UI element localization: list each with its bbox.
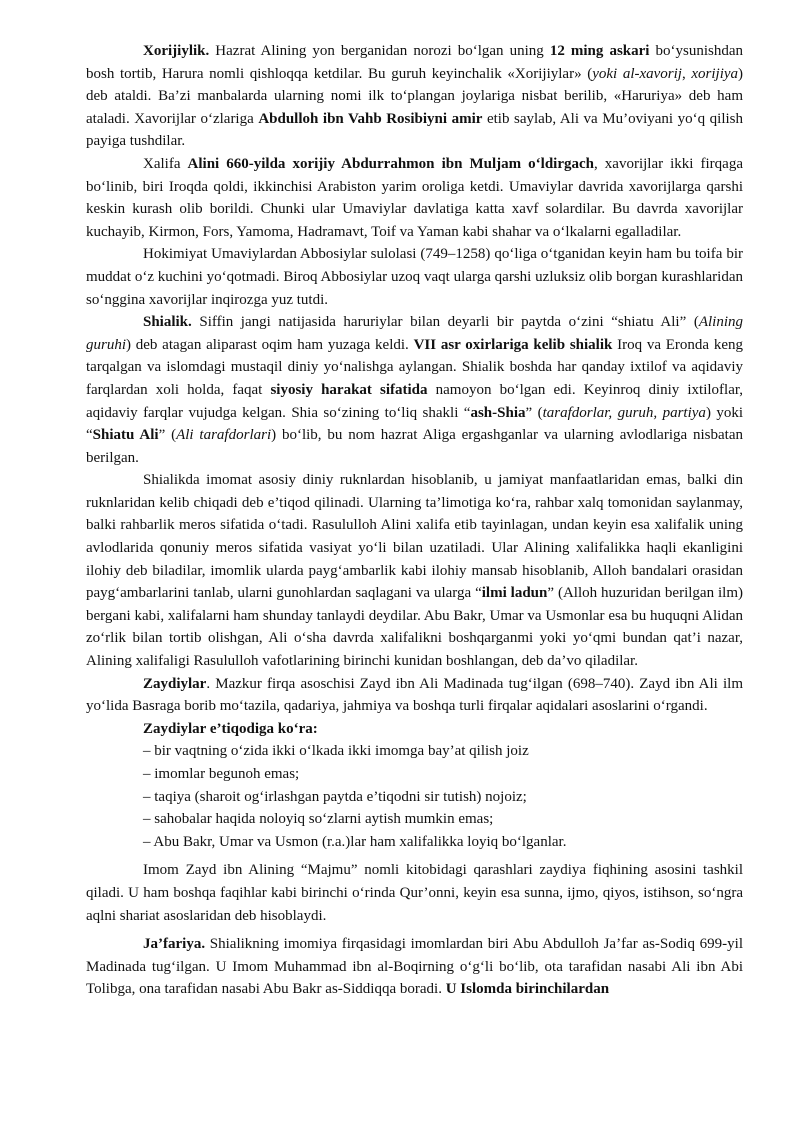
list-item [86,763,743,786]
bold-text: VII asr oxirlariga kelib shialik [413,336,613,353]
text-run: – taqiya (sharoit ogʻirlashgan paytda e’tiqodni sir tutish) nojoiz; [143,788,527,805]
paragraph [86,718,743,741]
bold-text: U Islomda birinchilardan [445,981,610,998]
text-run: etib saylab, Ali va Mu’oviyani yoʻq qilish payiga tushdilar. [86,110,743,150]
text-run: ) deb ataldi. Ba’zi manbalarda ularning nomi ilk toʻplangan joylariga nisbat berilib, «Haruriya» deb ham ataladi. Xavorijlar oʻzlariga [86,65,744,127]
bold-text: ash-Shia [470,404,526,421]
text-run: – bir vaqtning oʻzida ikki oʻlkada ikki imomga bay’at qilish joiz [143,743,529,760]
text-run: ) boʻlib, bu nom hazrat Aliga ergashganlar va ularning avlodlariga nisbatan berilgan. [86,427,744,466]
italic-text: Ali tarafdorlari [176,427,272,444]
text-run: Shialikning imomiya firqasidagi imomlardan biri Abu Abdulloh Ja’far as-Sodiq 699-yil Madinada tugʻilgan. U Imom Muhammad ibn al-Boqirning oʻgʻli boʻlib, ota tarafidan nasabi Ali ibn Abi Tolibga, ona tarafidan nasabi Abu Bakr as-Siddiqqa boradi. [86,936,743,998]
paragraph [86,859,743,927]
text-run: – sahobalar haqida noloyiq soʻzlarni aytish mumkin emas; [143,811,494,828]
list-item [86,740,743,763]
bold-text: Xorijiylik. [143,43,210,59]
bold-text: Shialik. [143,314,192,331]
italic-text: xorijiya [691,65,739,82]
text-run: – Abu Bakr, Umar va Usmon (r.a.)lar ham xalifalikka loyiq boʻlganlar. [143,833,567,850]
paragraph [86,153,743,243]
bold-text: Abdulloh ibn Vahb Rosibiyni amir [258,110,483,127]
bold-text: 12 ming askari [549,43,650,59]
text-run: Iroq va Eronda keng tarqalgan va islomdagi mustaqil diniy yoʻnalishga aylangan. Shialik boshda har qanday ixtilof va aqidaviy farqlardan xoli holda, faqat [86,336,743,398]
text-run: Shialikda imomat asosiy diniy ruknlardan hisoblanib, u jamiyat manfaatlaridan emas, balki din ruknlaridan kelib chiqadi deb e’tiqod qilinadi. Ularning ta’limotiga koʻra, rahbar xalq tomonidan saylanmay, balki rahbarlik meros sifatida oʻtadi. Rasululloh Alini xalifa etib tayinlagan, undan keyin esa xalifalik uning avlodlarida qonuniy meros sifatida vasiyat yoʻli bilan uzatiladi. Ular Alining xalifalikka haqli ekanligini ilohiy deb biladilar, imomlik ularda paygʻambarlik kabi ilohiy mansab hisoblanib, Alloh bandalari orasidan paygʻambarlarini tanlab, ularni gunohlardan saqlagani va ularga “ [86,472,743,602]
text-run: , [681,65,692,82]
bold-text: Zaydiylar [143,675,207,692]
paragraph [86,933,743,1001]
bold-text: Alini 660-yilda xorijiy Abdurrahmon ibn Muljam oʻldirgach [187,155,594,172]
paragraph [86,40,743,153]
text-run: ) yoki “ [86,404,744,444]
list-item [86,831,743,854]
paragraph [86,311,743,469]
italic-text: Alining guruhi [86,314,743,353]
text-run: Siffin jangi natijasida haruriylar bilan deyarli bir paytda oʻzini “shiatu Ali” ( [191,314,699,331]
bold-text: Zaydiylar e’tiqodiga koʻra: [143,720,318,737]
text-run: Hazrat Alining yon berganidan norozi boʻlgan uning [209,43,550,59]
text-run: Imom Zayd ibn Alining “Majmu” nomli kitobidagi qarashlari zaydiya fiqhining asosini tashkil qiladi. U ham boshqa faqihlar kabi birinchi oʻrinda Qur’onni, keyin esa sunna, ijmo, qiyos, istihson, soʻngra aqlni shariat asoslaridan deb hisoblaydi. [86,862,743,924]
text-run: ” ( [158,427,177,444]
text-run: ) deb atagan aliparast oqim ham yuzaga keldi. [126,336,414,353]
text-run: boʻysunishdan bosh tortib, Harura nomli qishloqqa ketdilar. Bu guruh keyinchalik «Xorijiylar» ( [86,43,744,82]
list-item [86,786,743,809]
text-run: Xalifa [143,155,188,172]
list-item [86,808,743,831]
text-run: ” ( [525,404,543,421]
paragraph [86,243,743,311]
paragraph [86,673,743,718]
text-run: , xavorijlar ikki firqaga boʻlinib, biri Iroqda qoldi, ikkinchisi Arabiston yarim oroliga ketdi. Umaviylar davrida xavorijlarga qarshi keskin kurash olib borildi. Chunki ular Umaviylar davlatiga katta xavf solardilar. Bu davrda xavorijlar kuchayib, Kirmon, Fors, Yamoma, Hadramavt, Toif va Yaman kabi shahar va oʻlkalarni egalladilar. [86,155,743,240]
bold-text: ilmi ladun [481,585,548,602]
bold-text: siyosiy harakat sifatida [270,381,428,398]
italic-text: yoki al-xavorij [592,65,682,82]
text-run: . Mazkur firqa asoschisi Zayd ibn Ali Madinada tugʻilgan (698–740). Zayd ibn Ali ilm yoʻlida Basraga borib moʻtazila, qadariya, jahmiya va boshqa turli firqalar aqidalari asoslarini oʻrgandi. [86,675,743,715]
paragraph [86,469,743,672]
text-run: ” (Alloh huzuridan berilgan ilm) bergani kabi, xalifalarni ham shunday tanlaydi deydilar. Abu Bakr, Umar va Usmonlar esa bu huquqni Alidan zoʻrlik bilan tortib olishgan, Ali oʻsha davrda xalifalikni boshqarganmi yoki yoʻqmi bundan qat’i nazar, Alining xalifaligi Rasululloh vafotlarining birinchi kunidan boshlangan, deb da’vo qiladilar. [86,585,743,670]
bold-text: Shiatu Ali [92,427,159,444]
text-run: namoyon boʻlgan edi. Keyinroq diniy ixtiloflar, aqidaviy farqlar vujudga kelgan. Shia soʻzining toʻliq shakli “ [86,381,744,421]
text-run: – imomlar begunoh emas; [143,766,300,782]
text-run: Hokimiyat Umaviylardan Abbosiylar sulolasi (749–1258) qoʻliga oʻtganidan keyin ham bu toifa bir muddat oʻz kuchini yoʻqotmadi. Biroq Abbosiylar uzoq vaqt ularga qarshi uzluksiz olib borgan kurashlaridan soʻnggina xavorijlar inqirozga yuz tutdi. [86,246,743,308]
italic-text: tarafdorlar, guruh, partiya [542,404,706,421]
bold-text: Ja’fariya. [143,936,206,953]
